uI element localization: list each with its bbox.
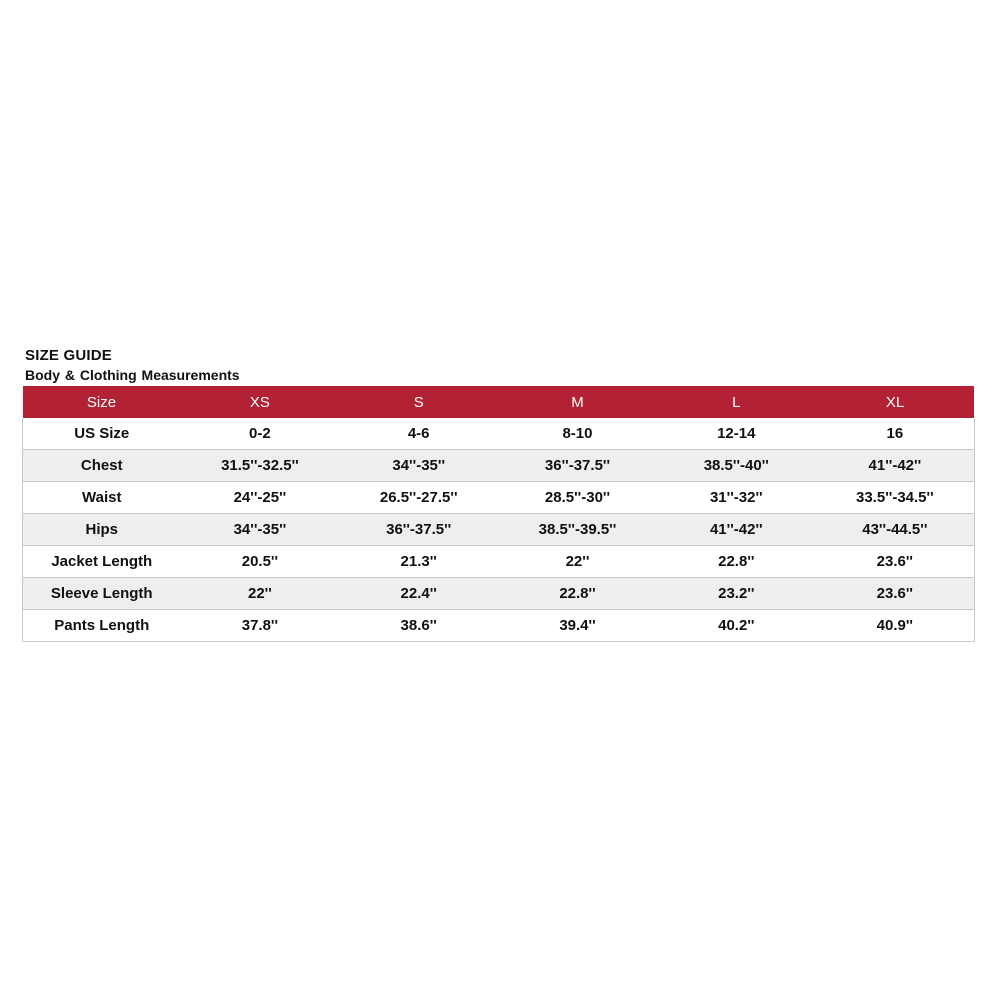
table-cell: 8-10 bbox=[562, 425, 593, 442]
table-cell: 12-14 bbox=[717, 425, 756, 442]
table-cell: 22'' bbox=[565, 553, 590, 570]
table-cell: 39.4'' bbox=[559, 617, 596, 634]
page-title: SIZE GUIDE bbox=[25, 347, 113, 364]
table-cell: 23.6'' bbox=[876, 585, 913, 602]
table-cell: 22.8'' bbox=[718, 553, 755, 570]
page-subtitle: Body & Clothing Measurements bbox=[25, 367, 240, 383]
table-cell: 38.5''-40'' bbox=[703, 457, 769, 474]
table-cell: 22.8'' bbox=[559, 585, 596, 602]
table-row bbox=[23, 450, 975, 482]
table-cell: 21.3'' bbox=[400, 553, 437, 570]
header-cell: S bbox=[413, 393, 424, 411]
table-row bbox=[23, 418, 975, 450]
table-cell: 22.4'' bbox=[400, 585, 437, 602]
table-cell: 31''-32'' bbox=[709, 489, 763, 506]
header-cell: L bbox=[732, 393, 741, 411]
header-cell: Size bbox=[86, 393, 117, 411]
table-cell: 4-6 bbox=[407, 425, 430, 442]
table-row bbox=[23, 546, 975, 578]
table-row bbox=[23, 514, 975, 546]
table-cell: 20.5'' bbox=[241, 553, 279, 570]
table-cell: 24''-25'' bbox=[233, 489, 287, 506]
table-cell: 38.6'' bbox=[400, 617, 437, 634]
row-label: Chest bbox=[80, 457, 123, 474]
table-cell: 34''-35'' bbox=[233, 521, 287, 538]
table-header-row bbox=[23, 386, 975, 418]
table-cell: 37.8'' bbox=[241, 617, 279, 634]
table-cell: 23.6'' bbox=[876, 553, 913, 570]
row-label: Waist bbox=[82, 489, 122, 506]
row-label: Hips bbox=[85, 521, 118, 538]
table-cell: 36''-37.5'' bbox=[386, 521, 452, 538]
size-table bbox=[22, 386, 975, 642]
row-label: US Size bbox=[74, 425, 130, 442]
table-cell: 40.2'' bbox=[718, 617, 755, 634]
size-guide bbox=[22, 347, 974, 642]
table-cell: 26.5''-27.5'' bbox=[379, 489, 458, 506]
table-cell: 22'' bbox=[247, 585, 272, 602]
table-row bbox=[23, 578, 975, 610]
table-cell: 43''-44.5'' bbox=[862, 521, 928, 538]
table-cell: 31.5''-32.5'' bbox=[221, 457, 299, 474]
table-cell: 0-2 bbox=[249, 425, 271, 442]
header-cell: M bbox=[571, 393, 584, 411]
table-cell: 33.5''-34.5'' bbox=[856, 489, 934, 506]
table-cell: 38.5''-39.5'' bbox=[538, 521, 617, 538]
table-row bbox=[23, 610, 975, 642]
table-cell: 34''-35'' bbox=[392, 457, 446, 474]
table-row bbox=[23, 482, 975, 514]
table-cell: 28.5''-30'' bbox=[544, 489, 611, 506]
table-cell: 23.2'' bbox=[718, 585, 755, 602]
row-label: Pants Length bbox=[54, 617, 150, 634]
table-cell: 36''-37.5'' bbox=[544, 457, 611, 474]
table-cell: 41''-42'' bbox=[868, 457, 922, 474]
header-cell: XS bbox=[249, 393, 270, 411]
table-cell: 40.9'' bbox=[876, 617, 913, 634]
row-label: Sleeve Length bbox=[50, 585, 153, 602]
table-cell: 41''-42'' bbox=[709, 521, 763, 538]
header-cell: XL bbox=[885, 393, 905, 411]
table-cell: 16 bbox=[886, 425, 904, 442]
row-label: Jacket Length bbox=[51, 553, 153, 570]
